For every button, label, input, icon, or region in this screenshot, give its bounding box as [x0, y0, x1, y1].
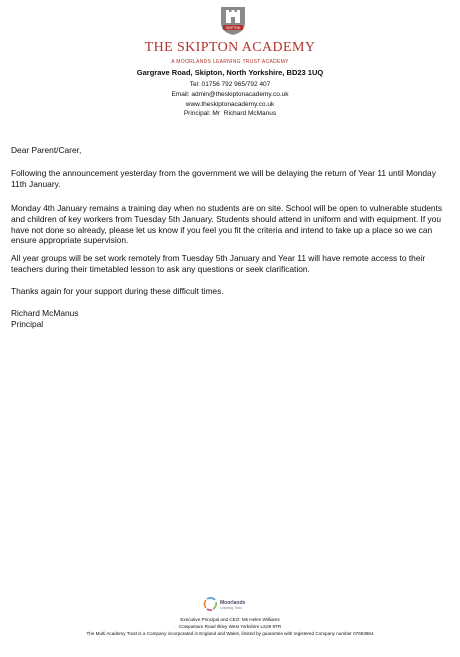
moorlands-logo-icon — [203, 596, 253, 612]
salutation: Dear Parent/Carer, — [11, 145, 82, 155]
principal-line — [0, 110, 460, 117]
footer-address: Cowpasture Road Ilkley West Yorkshire LS29 8TR — [178, 624, 282, 629]
paragraph-4: Thanks again for your support during these difficult times. — [11, 286, 224, 296]
paragraph-1: Following the announcement yesterday from the government we will be delaying the return of Year 11 until Monday 11th January. — [11, 168, 436, 189]
principal-name: Richard McManus — [223, 110, 277, 117]
website-link: www.theskiptonacademy.co.uk — [185, 101, 275, 108]
footer-logo-sub: Learning Trust — [220, 606, 242, 610]
footer-logo-name: Moorlands — [220, 600, 246, 606]
email-address: Email: admin@theskiptonacademy.co.uk — [171, 91, 289, 98]
signoff-name: Richard McManus — [11, 308, 79, 318]
paragraph-2: Monday 4th January remains a training day when no students are on site. School will be open to vulnerable students and children of key workers from Tuesday 5th January. Students should attend in uniform and with equipment. If you have not done so already, please let us know if you feel you fit the criteria and intend to take up a place so we can ensure appropriate supervision. — [11, 203, 443, 246]
telephone: Tel: 01756 792 965/792 407 — [189, 81, 271, 88]
principal-label: Principal: Mr — [183, 110, 220, 117]
trust-line: A MOORLANDS LEARNING TRUST ACADEMY — [171, 59, 289, 65]
footer-ceo: Executive Principal and CEO: Ms Helen Williams — [180, 617, 280, 622]
paragraph-3: All year groups will be set work remotely from Tuesday 5th January and Year 11 will have remote access to their teachers during their timetabled lesson to ask any questions or seek clarification. — [11, 253, 426, 274]
school-name: THE SKIPTON ACADEMY — [144, 40, 316, 55]
school-address: Gargrave Road, Skipton, North Yorkshire, BD23 1UQ — [136, 68, 324, 77]
signoff-title: Principal — [11, 319, 44, 329]
school-crest-icon — [220, 6, 246, 36]
footer-company: The Multi Academy Trust is a Company incorporated in England and Wales, limited by guarantee with registered Company number 07663864 — [86, 631, 374, 636]
crest-banner-text: SKIPTON — [226, 26, 240, 30]
